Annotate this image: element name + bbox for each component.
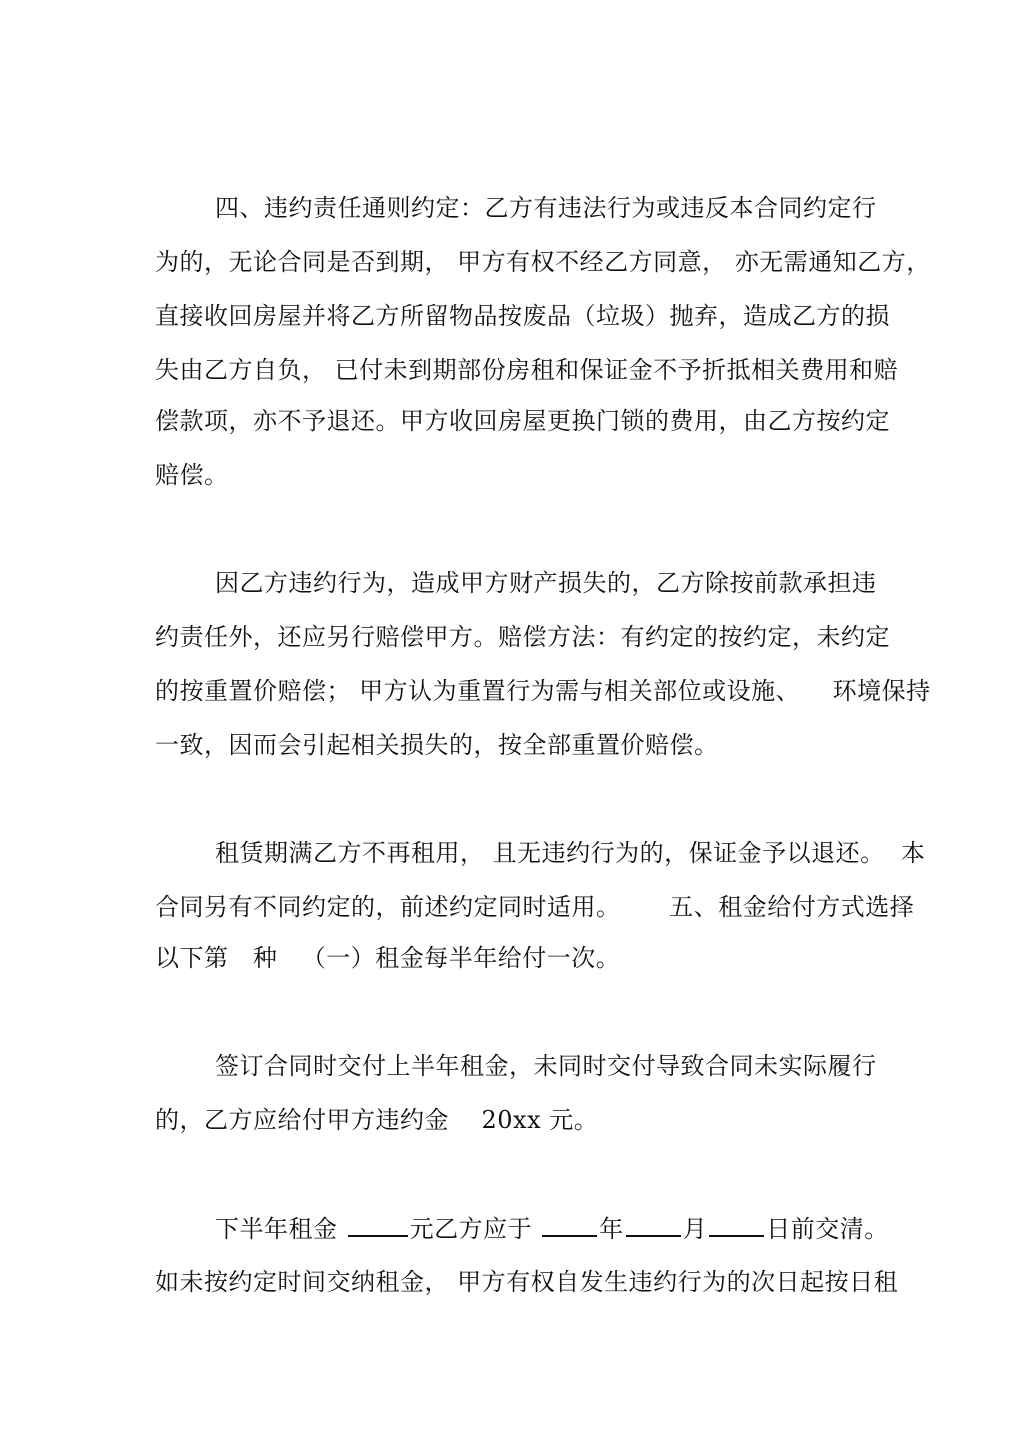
p1-line-4: 失由乙方自负， 已付未到期部份房租和保证金不予折抵相关费用和赔 [155, 356, 899, 384]
p1-line-3: 直接收回房屋并将乙方所留物品按废品（垃圾）抛弃，造成乙方的损 [155, 302, 890, 330]
p2-line-1: 因乙方违约行为，造成甲方财产损失的，乙方除按前款承担违 [215, 569, 877, 597]
p1-line-6: 赔偿。 [155, 461, 229, 489]
p2-line-3: 的按重置价赔偿； 甲方认为重置行为需与相关部位或设施、 环境保持 [155, 677, 931, 705]
p1-line-2: 为的，无论合同是否到期， 甲方有权不经乙方同意， 亦无需通知乙方， [155, 248, 931, 276]
p5-text-b: 元乙方应于 [409, 1215, 541, 1243]
p5-text-d: 月 [682, 1215, 708, 1243]
p1-line-5: 偿款项，亦不予退还。甲方收回房屋更换门锁的费用，由乙方按约定 [155, 407, 890, 435]
p3-line-3: 以下第 种 （一）租金每半年给付一次。 [155, 944, 621, 972]
day-blank [709, 1213, 764, 1237]
rent-amount-blank [348, 1213, 408, 1237]
p4-line-1: 签订合同时交付上半年租金，未同时交付导致合同未实际履行 [215, 1052, 877, 1080]
p5-line-1 [215, 1213, 889, 1244]
p2-line-2: 约责任外，还应另行赔偿甲方。赔偿方法：有约定的按约定，未约定 [155, 623, 890, 651]
year-blank [542, 1213, 597, 1237]
p5-line-2: 如未按约定时间交纳租金， 甲方有权自发生违约行为的次日起按日租 [155, 1268, 899, 1296]
p5-text-c: 年 [599, 1215, 624, 1243]
p5-text-e: 日前交清。 [766, 1215, 889, 1243]
p3-line-2: 合同另有不同约定的，前述约定同时适用。 五、租金给付方式选择 [155, 893, 915, 921]
p5-text-a: 下半年租金 [215, 1215, 346, 1243]
p1-line-1: 四、违约责任通则约定：乙方有违法行为或违反本合同约定行 [215, 194, 877, 222]
p4-line-2: 的，乙方应给付甲方违约金 20xx 元。 [155, 1106, 599, 1134]
month-blank [626, 1213, 681, 1237]
p2-line-4: 一致，因而会引起相关损失的，按全部重置价赔偿。 [155, 731, 719, 759]
p3-line-1: 租赁期满乙方不再租用， 且无违约行为的，保证金予以退还。 本 [215, 839, 926, 867]
